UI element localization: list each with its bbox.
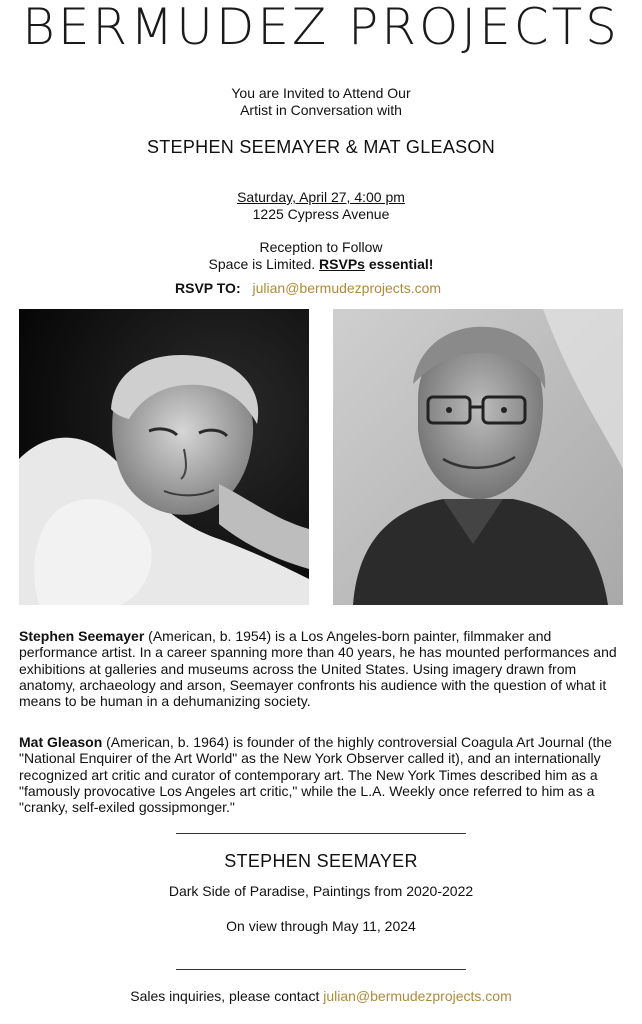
rsvp-label: RSVP TO: <box>175 280 241 296</box>
space-limited-text: Space is Limited. <box>208 256 316 272</box>
rsvp-row <box>175 280 441 296</box>
exhibition-subtitle: Dark Side of Paradise, Paintings from 2020-2022 <box>168 883 474 899</box>
seemayer-bio-text: (American, b. 1954) is a Los Angeles-born painter, filmmaker and performance artist. In a career spanning more than 40 years, he has mounted performances and exhibitions at galleries and museums across the United States. Using imagery drawn from anatomy, archaeology and arson, Seemayer confronts his audience with the question of what it means to be human in a dehumanizing society. <box>19 628 617 710</box>
brand-logo: BERMUDEZ PROJECTS <box>22 0 620 56</box>
sales-text: Sales inquiries, please contact <box>130 988 320 1004</box>
space-limited-note <box>0 256 642 273</box>
exhibition-on-view: On view through May 11, 2024 <box>226 918 416 934</box>
gleason-bio-text: (American, b. 1964) is founder of the highly controversial Coagula Art Journal (the "National Enquirer of the Art World" as the New York Observer called it), and an internationally recognized art critic and curator of contemporary art. The New York Times described him as a "famously provocative Los Angeles art critic," while the L.A. Weekly once referred to him as a "cranky, self-exiled gossipmonger." <box>19 734 612 816</box>
divider-bottom <box>176 969 466 970</box>
reception-note: Reception to Follow <box>259 239 383 255</box>
exhibition-artist: STEPHEN SEEMAYER <box>224 851 418 871</box>
divider-top <box>176 833 466 834</box>
invite-line-1: You are Invited to Attend Our <box>231 85 411 101</box>
gleason-name: Mat Gleason <box>19 734 103 750</box>
seemayer-bio <box>19 628 625 709</box>
rsvps-link[interactable]: RSVPs <box>319 256 365 272</box>
seemayer-photo <box>19 309 309 605</box>
event-title: STEPHEN SEEMAYER & MAT GLEASON <box>146 137 496 157</box>
event-date: Saturday, April 27, 4:00 pm <box>237 189 405 205</box>
rsvp-email-link[interactable]: julian@bermudezprojects.com <box>252 280 442 296</box>
event-address: 1225 Cypress Avenue <box>252 206 390 222</box>
essential-text: essential! <box>368 256 434 272</box>
gleason-bio <box>19 734 625 815</box>
seemayer-name: Stephen Seemayer <box>19 628 145 644</box>
invite-line-2: Artist in Conversation with <box>240 102 402 118</box>
gleason-photo <box>333 309 623 605</box>
sales-inquiries <box>0 988 642 1005</box>
sales-email-link[interactable]: julian@bermudezprojects.com <box>323 988 512 1004</box>
